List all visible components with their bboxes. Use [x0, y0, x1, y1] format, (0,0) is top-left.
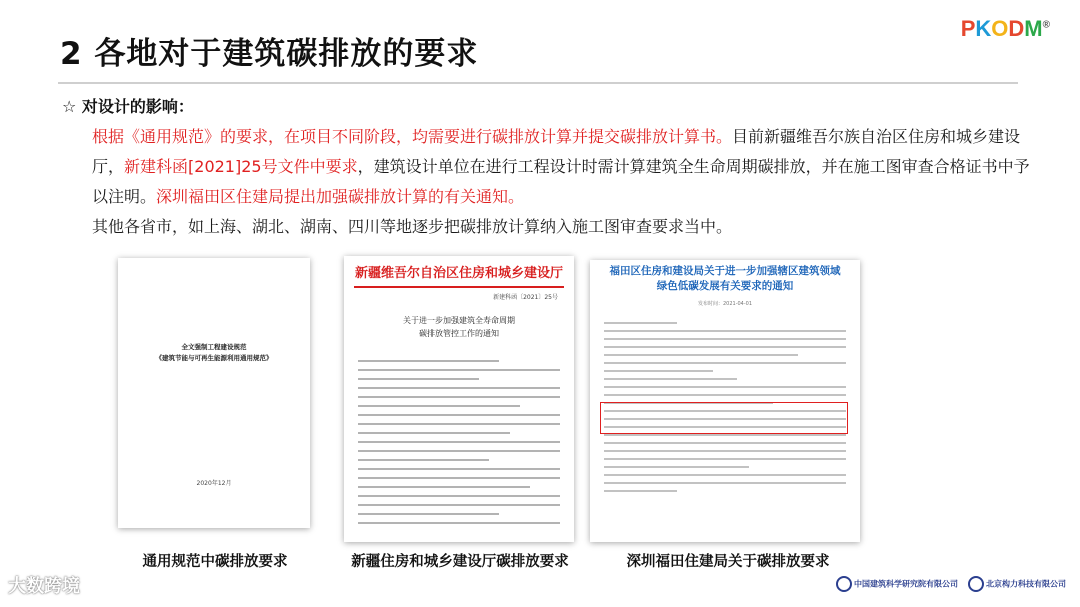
doc-body-text-lines	[358, 360, 560, 531]
doc-red-rule	[354, 286, 564, 288]
logo-letter: P	[960, 16, 976, 41]
logo-letter: D	[1008, 16, 1025, 41]
slide-title: 2 各地对于建筑碳排放的要求	[60, 36, 479, 72]
registered-mark: ®	[1042, 19, 1050, 31]
footer-logos	[836, 576, 1066, 592]
paragraph-2: 其他各省市，如上海、湖北、湖南、四川等地逐步把碳排放计算纳入施工图审查要求当中。	[92, 217, 733, 236]
highlight-text: 根据《通用规范》的要求，在项目不同阶段，均需要进行碳排放计算并提交碳排放计算书。	[92, 127, 733, 146]
footer-org	[968, 576, 1066, 592]
doc-caption: 深圳福田住建局关于碳排放要求	[626, 554, 830, 570]
highlight-text: 深圳福田区住建局提出加强碳排放计算的有关通知。	[156, 187, 525, 206]
doc-meta: 发布时间：2021-04-01	[697, 301, 753, 307]
doc-caption: 通用规范中碳排放要求	[142, 554, 288, 570]
doc-title-line: 碳排放管控工作的通知	[419, 329, 499, 338]
doc-title-line: 《建筑节能与可再生能源利用通用规范》	[155, 354, 273, 362]
goldsoft-logo-icon	[968, 576, 984, 592]
doc-date: 2020年12月	[196, 480, 232, 487]
title-divider	[58, 82, 1018, 84]
doc-number: 新建科函〔2021〕25号	[493, 294, 558, 301]
watermark: 大数跨境	[8, 576, 80, 597]
paragraph-1	[58, 122, 1038, 212]
doc-title	[344, 314, 574, 340]
body-text	[58, 122, 1038, 242]
doc-thumbnail-futian	[590, 260, 860, 542]
doc-title-line: 关于进一步加强建筑全寿命周期	[403, 316, 515, 325]
logo-letter: O	[991, 16, 1009, 41]
doc-thumbnail-xinjiang	[344, 256, 574, 542]
footer-org	[836, 576, 958, 592]
doc-header-line: 绿色低碳发展有关要求的通知	[656, 280, 794, 292]
body-span: 目前新疆维吾尔族自治区住房和城乡建设厅，	[92, 127, 1021, 176]
doc-header-line: 福田区住房和建设局关于进一步加强辖区建筑领域	[609, 265, 841, 277]
highlight-box	[600, 402, 848, 434]
logo-letter: M	[1024, 16, 1043, 41]
doc-red-header: 新疆维吾尔自治区住房和城乡建设厅	[354, 266, 563, 281]
doc-blue-header	[598, 264, 852, 294]
cabr-logo-icon	[836, 576, 852, 592]
footer-org-name: 中国建筑科学研究院有限公司	[854, 579, 958, 589]
logo-letter: K	[975, 16, 992, 41]
doc-caption: 新疆住房和城乡建设厅碳排放要求	[351, 554, 569, 570]
section-subhead: ☆ 对设计的影响：	[62, 97, 194, 116]
doc-title-line: 全文强制工程建设规范	[181, 343, 247, 351]
footer-org-name: 北京构力科技有限公司	[986, 579, 1066, 589]
doc-thumbnail-standard	[118, 258, 310, 528]
doc-title	[118, 342, 310, 364]
body-span: ，建筑设计单位在进行工程设计时需计算建筑全生命周期碳排放，并在施工图审查合格证书中予以注明。	[92, 157, 1030, 206]
pkpm-logo	[961, 16, 1050, 42]
highlight-text: 新建科函[2021]25号文件中要求	[124, 157, 358, 176]
